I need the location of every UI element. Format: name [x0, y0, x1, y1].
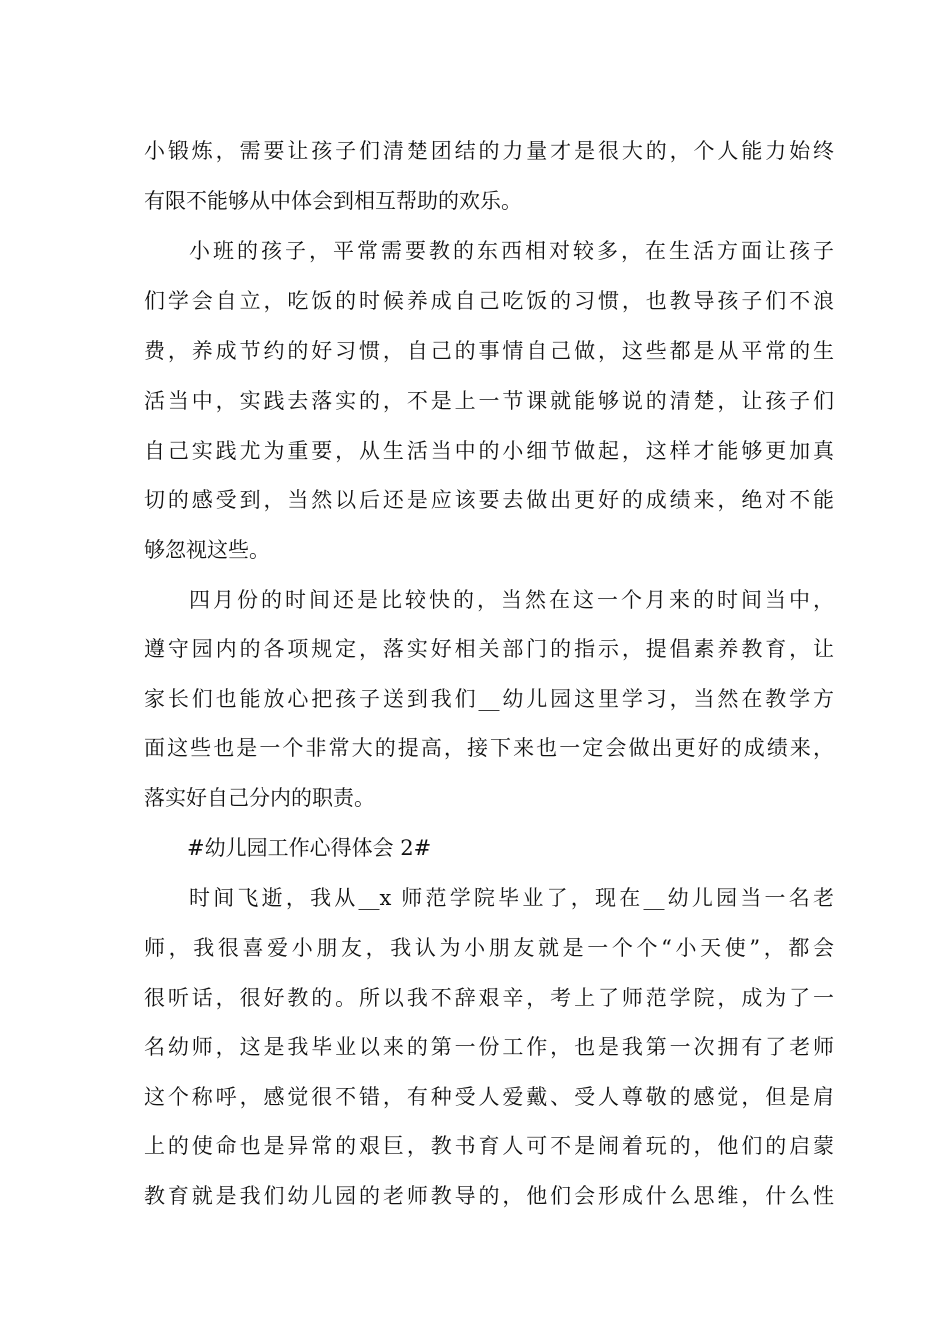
text-line: 费，养成节约的好习惯，自己的事情自己做，这些都是从平常的生 — [144, 339, 834, 363]
text-line: 有限不能够从中体会到相互帮助的欢乐。 — [144, 189, 522, 213]
text-line: 这个称呼，感觉很不错，有种受人爱戴、受人尊敬的感觉，但是肩 — [144, 1085, 834, 1109]
text-line: 遵守园内的各项规定，落实好相关部门的指示，提倡素养教育，让 — [144, 637, 834, 661]
text-line: 家长们也能放心把孩子送到我们__幼儿园这里学习，当然在教学方 — [144, 687, 834, 711]
text-line: 面这些也是一个非常大的提高，接下来也一定会做出更好的成绩来， — [144, 736, 834, 760]
text-line: 够忽视这些。 — [144, 538, 270, 562]
text-line: 落实好自己分内的职责。 — [144, 786, 375, 810]
text-line: 师，我很喜爱小朋友，我认为小朋友就是一个个“小天使”，都会 — [144, 936, 834, 960]
text-line: 很听话，很好教的。所以我不辞艰辛，考上了师范学院，成为了一 — [144, 986, 834, 1010]
paragraph-start-line: 四月份的时间还是比较快的，当然在这一个月来的时间当中， — [189, 588, 834, 612]
text-line: 切的感受到，当然以后还是应该要去做出更好的成绩来，绝对不能 — [144, 488, 834, 512]
text-line: 们学会自立，吃饭的时候养成自己吃饭的习惯，也教导孩子们不浪 — [144, 289, 834, 313]
section-heading: #幼儿园工作心得体会 2# — [187, 836, 432, 860]
text-line: 上的使命也是异常的艰巨，教书育人可不是闹着玩的，他们的启蒙 — [144, 1134, 834, 1158]
text-line: 教育就是我们幼儿园的老师教导的，他们会形成什么思维，什么性 — [144, 1184, 834, 1208]
text-line: 活当中，实践去落实的，不是上一节课就能够说的清楚，让孩子们 — [144, 389, 834, 413]
text-line: 名幼师，这是我毕业以来的第一份工作，也是我第一次拥有了老师 — [144, 1035, 834, 1059]
paragraph-start-line: 小班的孩子，平常需要教的东西相对较多，在生活方面让孩子 — [189, 239, 834, 263]
paragraph-start-line: 时间飞逝，我从__x 师范学院毕业了，现在__幼儿园当一名老 — [189, 886, 834, 910]
text-line: 自己实践尤为重要，从生活当中的小细节做起，这样才能够更加真 — [144, 439, 834, 463]
text-line: 小锻炼，需要让孩子们清楚团结的力量才是很大的，个人能力始终 — [144, 139, 834, 163]
